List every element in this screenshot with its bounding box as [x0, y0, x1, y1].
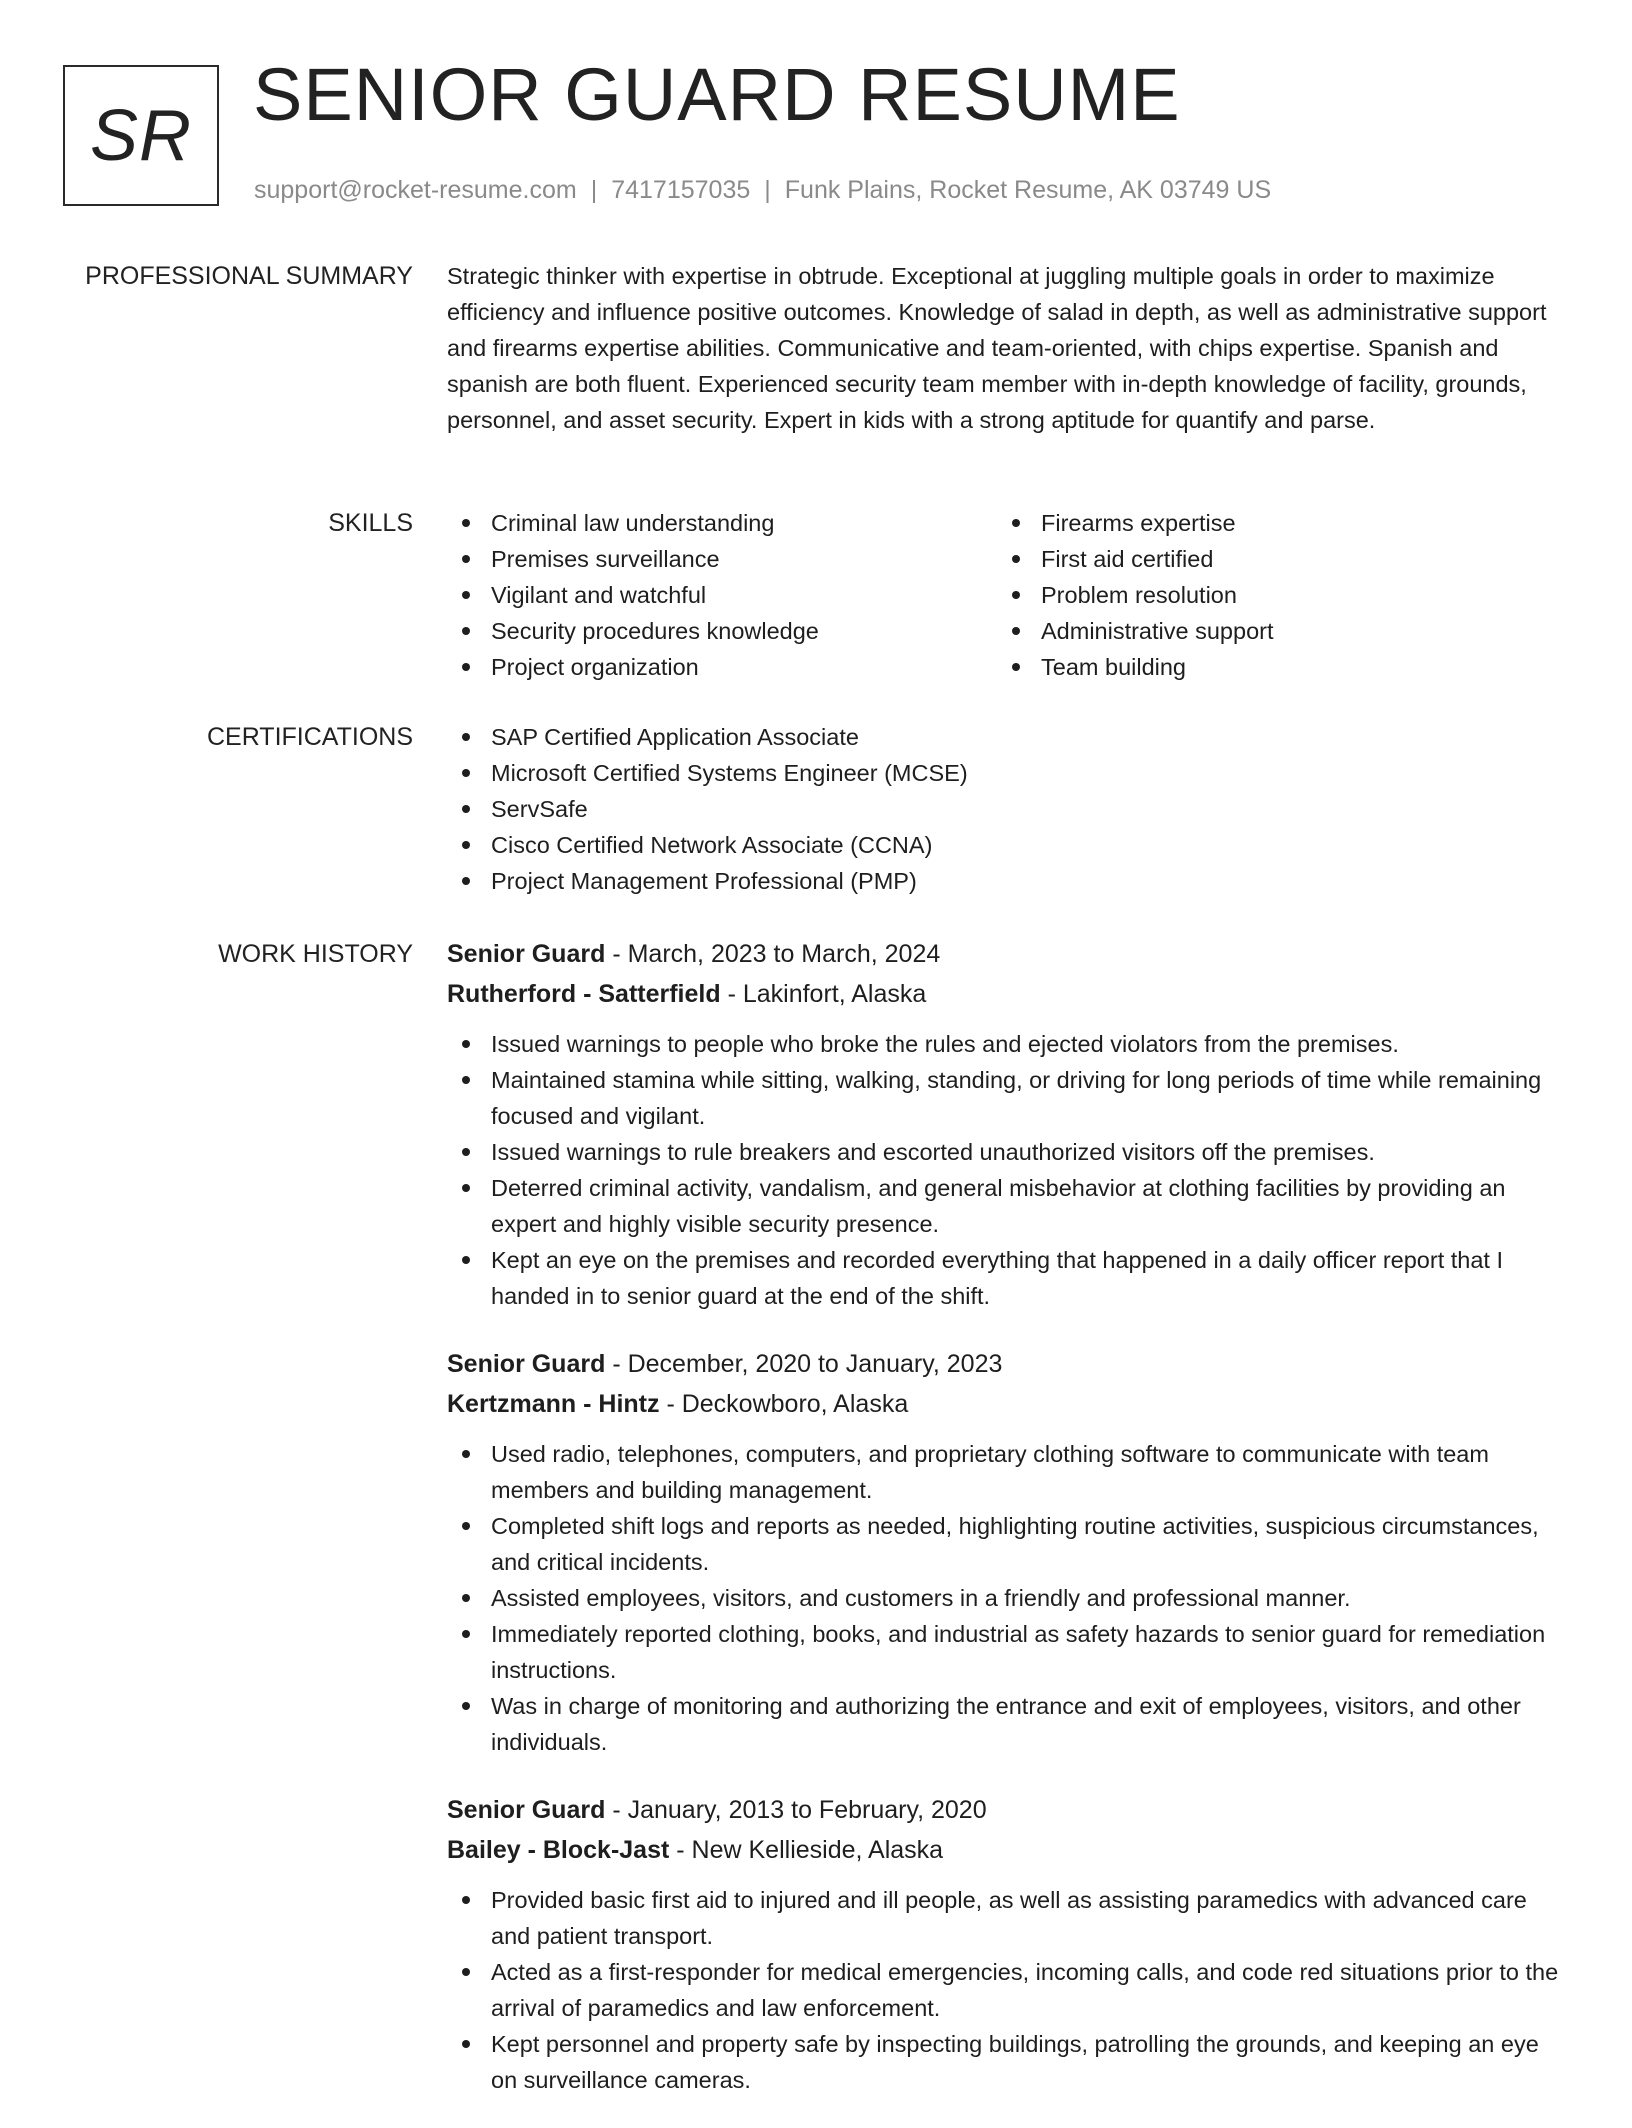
job-bullet: Used radio, telephones, computers, and proprietary clothing software to communicate with team members and building management. [447, 1436, 1562, 1508]
certifications-heading: CERTIFICATIONS [206, 723, 413, 751]
job-bullet: Immediately reported clothing, books, and industrial as safety hazards to senior guard for remediation instructions. [447, 1616, 1562, 1688]
contact-separator: | [590, 176, 598, 204]
certification-item: Microsoft Certified Systems Engineer (MCSE) [447, 755, 1562, 791]
skills-heading: SKILLS [328, 509, 413, 537]
skill-item: Criminal law understanding [447, 505, 997, 541]
job-bullet: Assisted employees, visitors, and customers in a friendly and professional manner. [447, 1580, 1562, 1616]
skill-item: Problem resolution [997, 577, 1547, 613]
work-history-body [447, 934, 1562, 2128]
certification-item: Cisco Certified Network Associate (CCNA) [447, 827, 1562, 863]
job-company-line [447, 1830, 1562, 1870]
skills-list-left [447, 505, 997, 685]
job-company: Kertzmann - Hintz [447, 1390, 660, 1418]
certifications-body [447, 719, 1562, 899]
job-dates: - December, 2020 to January, 2023 [605, 1350, 1003, 1378]
work-history-heading: WORK HISTORY [218, 940, 413, 968]
job-entry [447, 934, 1562, 1314]
certification-item: Project Management Professional (PMP) [447, 863, 1562, 899]
job-bullet: Issued warnings to rule breakers and escorted unauthorized visitors off the premises. [447, 1134, 1562, 1170]
certifications-list [447, 719, 1562, 899]
contact-email: support@rocket-resume.com [254, 176, 577, 204]
certification-item: SAP Certified Application Associate [447, 719, 1562, 755]
job-bullet: Kept personnel and property safe by inspecting buildings, patrolling the grounds, and keeping an eye on surveillance cameras. [447, 2026, 1562, 2098]
monogram-logo: SR [63, 65, 219, 206]
resume-title: SENIOR GUARD RESUME [253, 53, 1181, 136]
job-bullet: Was in charge of monitoring and authorizing the entrance and exit of employees, visitors, and other individuals. [447, 1688, 1562, 1760]
contact-separator: | [764, 176, 771, 204]
skills-body [447, 505, 1562, 685]
job-bullet: Completed shift logs and reports as needed, highlighting routine activities, suspicious circumstances, and critical incidents. [447, 1508, 1562, 1580]
job-title-line [447, 1344, 1562, 1384]
certification-item: ServSafe [447, 791, 1562, 827]
job-dates: - March, 2023 to March, 2024 [605, 940, 941, 968]
job-location: - New Kellieside, Alaska [669, 1836, 944, 1864]
job-company: Bailey - Block-Jast [447, 1836, 670, 1864]
job-entry [447, 1790, 1562, 2098]
job-dates: - January, 2013 to February, 2020 [605, 1796, 987, 1824]
job-location: - Deckowboro, Alaska [659, 1390, 909, 1418]
skill-item: Team building [997, 649, 1547, 685]
contact-line [254, 176, 1271, 205]
job-bullets [447, 1882, 1562, 2098]
job-bullets [447, 1026, 1562, 1314]
contact-address: Funk Plains, Rocket Resume, AK 03749 US [784, 176, 1272, 204]
skill-item: Administrative support [997, 613, 1547, 649]
job-company: Rutherford - Satterfield [447, 980, 721, 1008]
job-title: Senior Guard [447, 1350, 606, 1378]
skill-item: Vigilant and watchful [447, 577, 997, 613]
summary-heading: PROFESSIONAL SUMMARY [85, 262, 413, 290]
job-title-line [447, 934, 1562, 974]
skill-item: Security procedures knowledge [447, 613, 997, 649]
job-bullet: Acted as a first-responder for medical emergencies, incoming calls, and code red situations prior to the arrival of paramedics and law enforcement. [447, 1954, 1562, 2026]
summary-body [447, 258, 1562, 438]
job-bullets [447, 1436, 1562, 1760]
job-bullet: Issued warnings to people who broke the rules and ejected violators from the premises. [447, 1026, 1562, 1062]
skills-list-right [997, 505, 1547, 685]
job-title: Senior Guard [447, 940, 606, 968]
skills-grid [447, 505, 1562, 685]
job-entry [447, 1344, 1562, 1760]
job-bullet: Kept an eye on the premises and recorded everything that happened in a daily officer report that I handed in to senior guard at the end of the shift. [447, 1242, 1562, 1314]
job-title: Senior Guard [447, 1796, 606, 1824]
job-company-line [447, 974, 1562, 1014]
skill-item: Firearms expertise [997, 505, 1547, 541]
contact-phone: 7417157035 [611, 176, 751, 204]
skill-item: First aid certified [997, 541, 1547, 577]
job-location: - Lakinfort, Alaska [720, 980, 927, 1008]
summary-text: Strategic thinker with expertise in obtrude. Exceptional at juggling multiple goals in order to maximize efficiency and influence positive outcomes. Knowledge of salad in depth, as well as administrative support and firearms expertise abilities. Communicative and team-oriented, with chips expertise. Spanish and spanish are both fluent. Experienced security team member with in-depth knowledge of facility, grounds, personnel, and asset security. Expert in kids with a strong aptitude for quantify and parse. [447, 263, 1547, 433]
job-bullet: Maintained stamina while sitting, walking, standing, or driving for long periods of time while remaining focused and vigilant. [447, 1062, 1562, 1134]
skill-item: Premises surveillance [447, 541, 997, 577]
job-bullet: Provided basic first aid to injured and ill people, as well as assisting paramedics with advanced care and patient transport. [447, 1882, 1562, 1954]
job-company-line [447, 1384, 1562, 1424]
skill-item: Project organization [447, 649, 997, 685]
job-title-line [447, 1790, 1562, 1830]
job-bullet: Deterred criminal activity, vandalism, and general misbehavior at clothing facilities by providing an expert and highly visible security presence. [447, 1170, 1562, 1242]
